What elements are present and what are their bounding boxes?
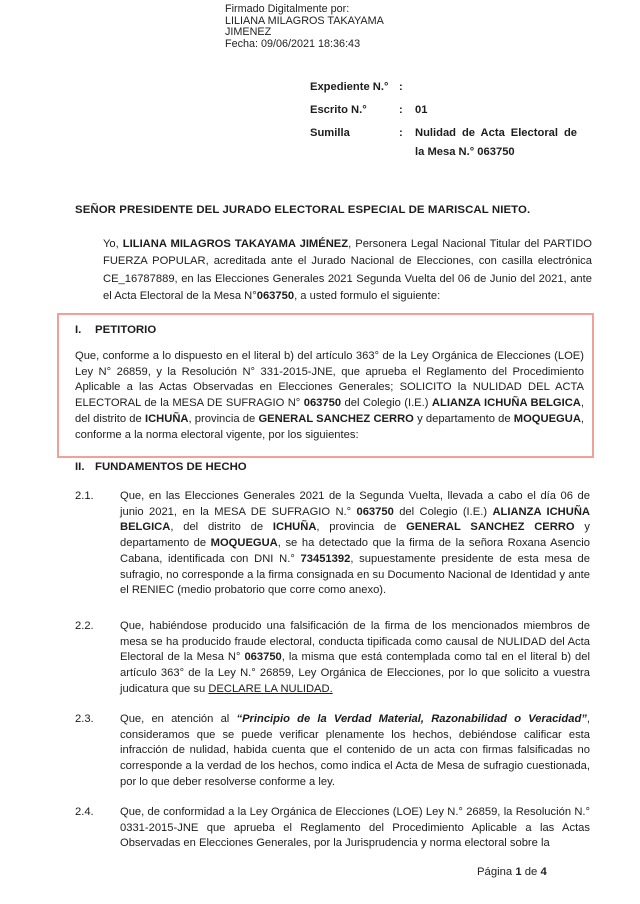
field-colon: :	[399, 127, 403, 139]
page-number-footer: Página 1 de 4	[477, 866, 547, 878]
field-value	[415, 78, 577, 97]
fact-item-2-3	[75, 712, 591, 791]
section-heading-petitorio	[75, 324, 156, 336]
signature-line: Firmado Digitalmente por:	[225, 3, 350, 15]
item-number: 2.4.	[75, 806, 94, 818]
signature-line: LILIANA MILAGROS TAKAYAMA	[225, 14, 384, 27]
item-text: Que, habiéndose producido una falsificación de la firma de los mencionados miembros de mesa se ha producido fraude electoral, conducta tipificada como causal de NULIDAD del Acta Electoral de la Mesa N° 063750, la misma que está contemplada como tal en el literal b) del artículo 363° de la Ley N.° 26859, Ley Orgánica de Elecciones, por lo que solicito a vuestra judicatura que su DECLARE LA NULIDAD.	[120, 620, 590, 695]
field-row-escrito	[310, 101, 577, 120]
item-text: Que, en atención al “Principio de la Verdad Material, Razonabilidad o Veracidad”, consideramos que se puede verificar plenamente los hechos, debiéndose calificar esta infracción de nulidad, habida cuenta que el contenido de un acta con firmas falsificadas no corresponde a la verdad de los hechos, como indica el Acta de Mesa de sufragio cuestionada, por lo que deber resolverse conforme a ley.	[120, 713, 591, 788]
field-colon: :	[399, 104, 403, 116]
fact-item-2-2	[75, 619, 591, 698]
item-text: Que, de conformidad a la Ley Orgánica de Elecciones (LOE) Ley N.° 26859, la Resolución N.° 0331-2015-JNE que aprueba el Reglamento del Procedimiento Aplicable a las Actas Observadas en Elecciones Generales, por la Jurisprudencia y norma electoral sobre la	[120, 806, 590, 850]
field-row-sumilla	[310, 124, 577, 162]
item-number: 2.2.	[75, 620, 94, 632]
petitorio-paragraph: Que, conforme a lo dispuesto en el literal b) del artículo 363° de la Ley Orgánica de Elecciones (LOE) Ley N° 26859, y la Resolución N° 331-2015-JNE, que aprueba el Reglamento del Procedimiento Aplicable a las Actas Observadas en Elecciones Generales; SOLICITO la NULIDAD DEL ACTA ELECTORAL de la MESA DE SUFRAGIO N° 063750 del Colegio (I.E.) ALIANZA ICHUÑA BELGICA, del distrito de ICHUÑA, provincia de GENERAL SANCHEZ CERRO y departamento de MOQUEGUA, conforme a la norma electoral vigente, por los siguientes:	[75, 350, 585, 441]
field-label: Escrito N.°	[310, 104, 367, 116]
field-value: 01	[415, 104, 428, 116]
section-title: FUNDAMENTOS DE HECHO	[95, 461, 247, 473]
petitorio-annotation-box	[57, 313, 594, 458]
fact-item-2-1	[75, 489, 591, 599]
digital-signature-block	[225, 4, 384, 51]
field-value: Nulidad de Acta Electoral de la Mesa N.° 063750	[415, 127, 577, 158]
field-colon: :	[399, 81, 403, 93]
intro-paragraph: Yo, LILIANA MILAGROS TAKAYAMA JIMÉNEZ, Personera Legal Nacional Titular del PARTIDO FUERZA POPULAR, acreditada ante el Jurado Nacional de Elecciones, con casilla electrónica CE_16787889, en las Elecciones Generales 2021 Segunda Vuelta del 06 de Junio del 2021, ante el Acta Electoral de la Mesa N°063750, a usted formulo el siguiente:	[103, 238, 593, 302]
item-number: 2.1.	[75, 490, 94, 502]
section-number: II.	[75, 461, 85, 473]
item-text: Que, en las Elecciones Generales 2021 de la Segunda Vuelta, llevada a cabo el día 06 de junio 2021, en la MESA DE SUFRAGIO N.° 063750 del Colegio (I.E.) ALIANZA ICHUÑA BELGICA, del distrito de ICHUÑA, provincia de GENERAL SANCHEZ CERRO y departamento de MOQUEGUA, se ha detectado que la firma de la señora Roxana Asencio Cabana, identificada con DNI N.° 73451392, supuestamente presidente de esta mesa de sufragio, no corresponde a la firma consignada en su Documento Nacional de Identidad y ante el RENIEC (medio probatorio que corre como anexo).	[120, 490, 590, 597]
section-number: I.	[75, 324, 82, 336]
fact-item-2-4	[75, 805, 591, 852]
signature-line: JIMENEZ	[225, 26, 272, 39]
salutation-heading: SEÑOR PRESIDENTE DEL JURADO ELECTORAL ESPECIAL DE MARISCAL NIETO.	[75, 204, 531, 216]
field-label: Sumilla	[310, 127, 350, 139]
section-heading-fundamentos	[75, 461, 247, 473]
field-label: Expediente N.°	[310, 81, 389, 93]
section-title: PETITORIO	[95, 324, 157, 336]
item-number: 2.3.	[75, 713, 94, 725]
field-row-expediente	[310, 78, 577, 97]
signature-line: Fecha: 09/06/2021 18:36:43	[225, 38, 361, 51]
